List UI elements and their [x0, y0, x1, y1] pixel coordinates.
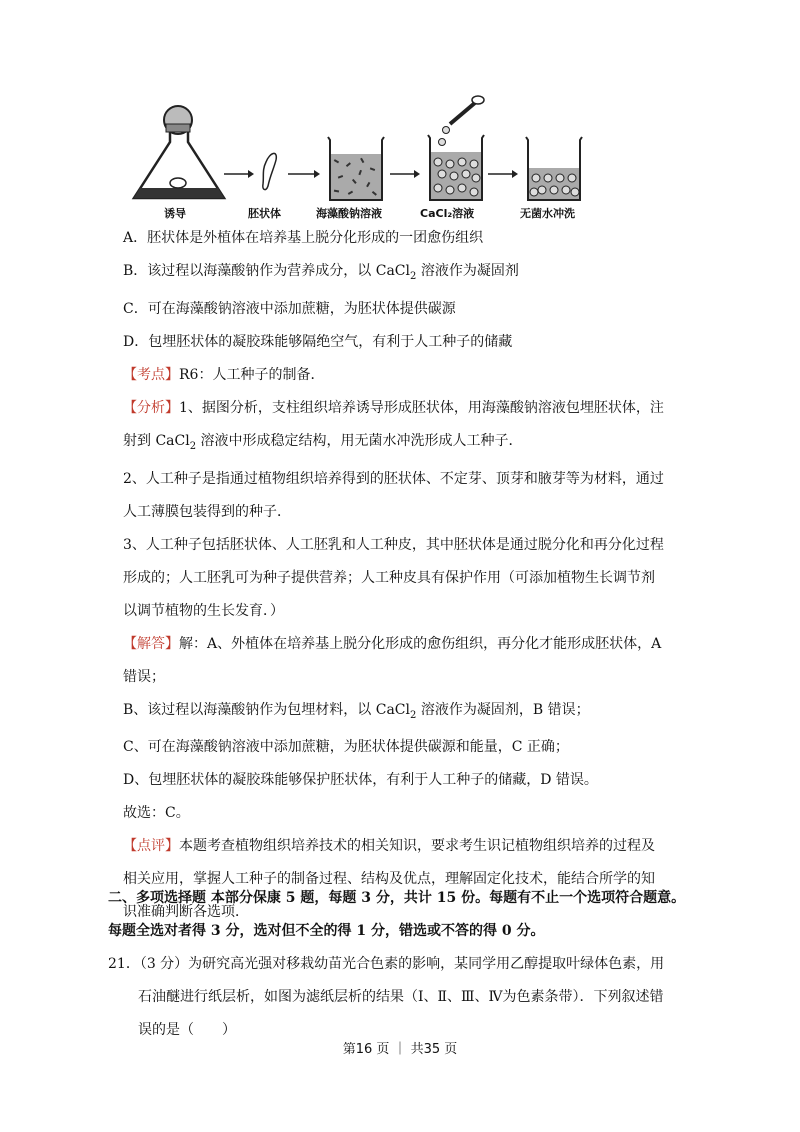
dianping-tag: 【点评】: [123, 838, 179, 855]
option-c: C．可在海藻酸钠溶液中添加蔗糖，为胚状体提供碳源: [123, 300, 456, 317]
option-b-text: B．该过程以海藻酸钠作为营养成分，以 CaCl: [123, 263, 410, 279]
fenxi-line: 形成的；人工胚乳可为种子提供营养；人工种皮具有保护作用（可添加植物生长调节剂: [123, 569, 655, 586]
section-2-heading: [108, 882, 698, 948]
fenxi-text: 溶液中形成稳定结构，用无菌水冲洗形成人工种子．: [196, 432, 523, 449]
beaker-alginate-icon: [328, 137, 384, 200]
label-cacl2: CaCl₂溶液: [420, 207, 475, 220]
kaodian: [123, 359, 683, 392]
kaodian-tag: 【考点】: [123, 366, 179, 383]
option-d: D．包埋胚状体的凝胶珠能够隔绝空气，有利于人工种子的储藏: [123, 333, 513, 350]
jieda-line: D、包埋胚状体的凝胶珠能够保护胚状体，有利于人工种子的储藏，D 错误。: [123, 772, 598, 789]
embryoid-icon: [263, 153, 276, 189]
page-footer: 第16 页 ｜ 共35 页: [342, 1042, 458, 1057]
arrow-icon: [224, 170, 254, 178]
question-21-line: 石油醚进行纸层析，如图为滤纸层析的结果（Ⅰ、Ⅱ、Ⅲ、Ⅳ为色素条带）．下列叙述错: [138, 989, 664, 1005]
label-alginate: 海藻酸钠溶液: [316, 207, 382, 220]
fenxi-text: 1、据图分析，支柱组织培养诱导形成胚状体，用海藻酸钠溶液包埋胚状体，注: [179, 399, 664, 416]
question-21: [108, 948, 698, 1047]
kaodian-text: R6：人工种子的制备．: [179, 366, 325, 383]
fenxi-line: [123, 425, 683, 463]
fenxi-tag: 【分析】: [123, 399, 179, 416]
jieda-line: [123, 628, 683, 661]
arrow-icon: [390, 170, 420, 178]
question-21-line: 误的是（ ）: [138, 1022, 236, 1038]
seed-preparation-figure: [120, 92, 600, 227]
jieda-answer: 故选：C。: [123, 805, 190, 822]
option-a: A．胚状体是外植体在培养基上脱分化形成的一团愈伤组织: [123, 230, 484, 246]
jieda-text: 解：A、外植体在培养基上脱分化形成的愈伤组织，再分化才能形成胚状体，A: [179, 635, 662, 652]
process-diagram: [120, 92, 600, 227]
label-embryoid: 胚状体: [248, 207, 281, 220]
fenxi-line: [123, 392, 683, 425]
question-body: [123, 222, 683, 929]
section-2-line: 二、多项选择题 本部分保康 5 题，每题 3 分，共计 15 份。每题有不止一个选项符合题意。: [108, 890, 686, 906]
question-21-line: 21．（3 分）为研究高光强对移栽幼苗光合色素的影响，某同学用乙醇提取叶绿体色素，用: [108, 956, 665, 972]
dianping-line: 识准确判断各选项．: [123, 904, 249, 921]
fenxi-text: 射到 CaCl: [123, 432, 190, 449]
beaker-rinse-icon: [526, 137, 582, 200]
jieda-text: B、该过程以海藻酸钠作为包埋材料，以 CaCl: [123, 701, 410, 718]
section-2-line: 每题全选对者得 3 分，选对但不全的得 1 分，错选或不答的得 0 分。: [108, 923, 545, 939]
jieda-tag: 【解答】: [123, 635, 179, 652]
option-b-text-end: 溶液作为凝固剂: [416, 263, 519, 279]
label-rinse: 无菌水冲洗: [520, 207, 575, 220]
dianping-line: 相关应用，掌握人工种子的制备过程、结构及优点，理解固定化技术，能结合所学的知: [123, 871, 655, 888]
subscript: 2: [410, 709, 417, 721]
fenxi-line: 人工薄膜包装得到的种子．: [123, 503, 291, 520]
jieda-text: 溶液作为凝固剂，B 错误；: [416, 701, 590, 718]
fenxi-line: 2、人工种子是指通过植物组织培养得到的胚状体、不定芽、顶芽和腋芽等为材料，通过: [123, 470, 664, 487]
fenxi-line: 以调节植物的生长发育．）: [123, 602, 284, 619]
dianping-line: [123, 830, 683, 863]
fenxi-line: 3、人工种子包括胚状体、人工胚乳和人工种皮，其中胚状体是通过脱分化和再分化过程: [123, 536, 664, 553]
subscript: 2: [189, 440, 197, 452]
label-induction: 诱导: [164, 207, 186, 220]
jieda-line: [123, 694, 683, 732]
arrow-icon: [288, 170, 320, 178]
flask-icon: [134, 106, 224, 198]
beaker-cacl2-icon: [428, 96, 484, 200]
subscript: 2: [410, 270, 417, 282]
option-b: [123, 255, 683, 293]
dianping-text: 本题考查植物组织培养技术的相关知识，要求考生识记植物组织培养的过程及: [179, 838, 655, 855]
jieda-line: 错误；: [123, 668, 165, 685]
jieda-line: C、可在海藻酸钠溶液中添加蔗糖，为胚状体提供碳源和能量，C 正确；: [123, 739, 569, 756]
arrow-icon: [488, 170, 518, 178]
